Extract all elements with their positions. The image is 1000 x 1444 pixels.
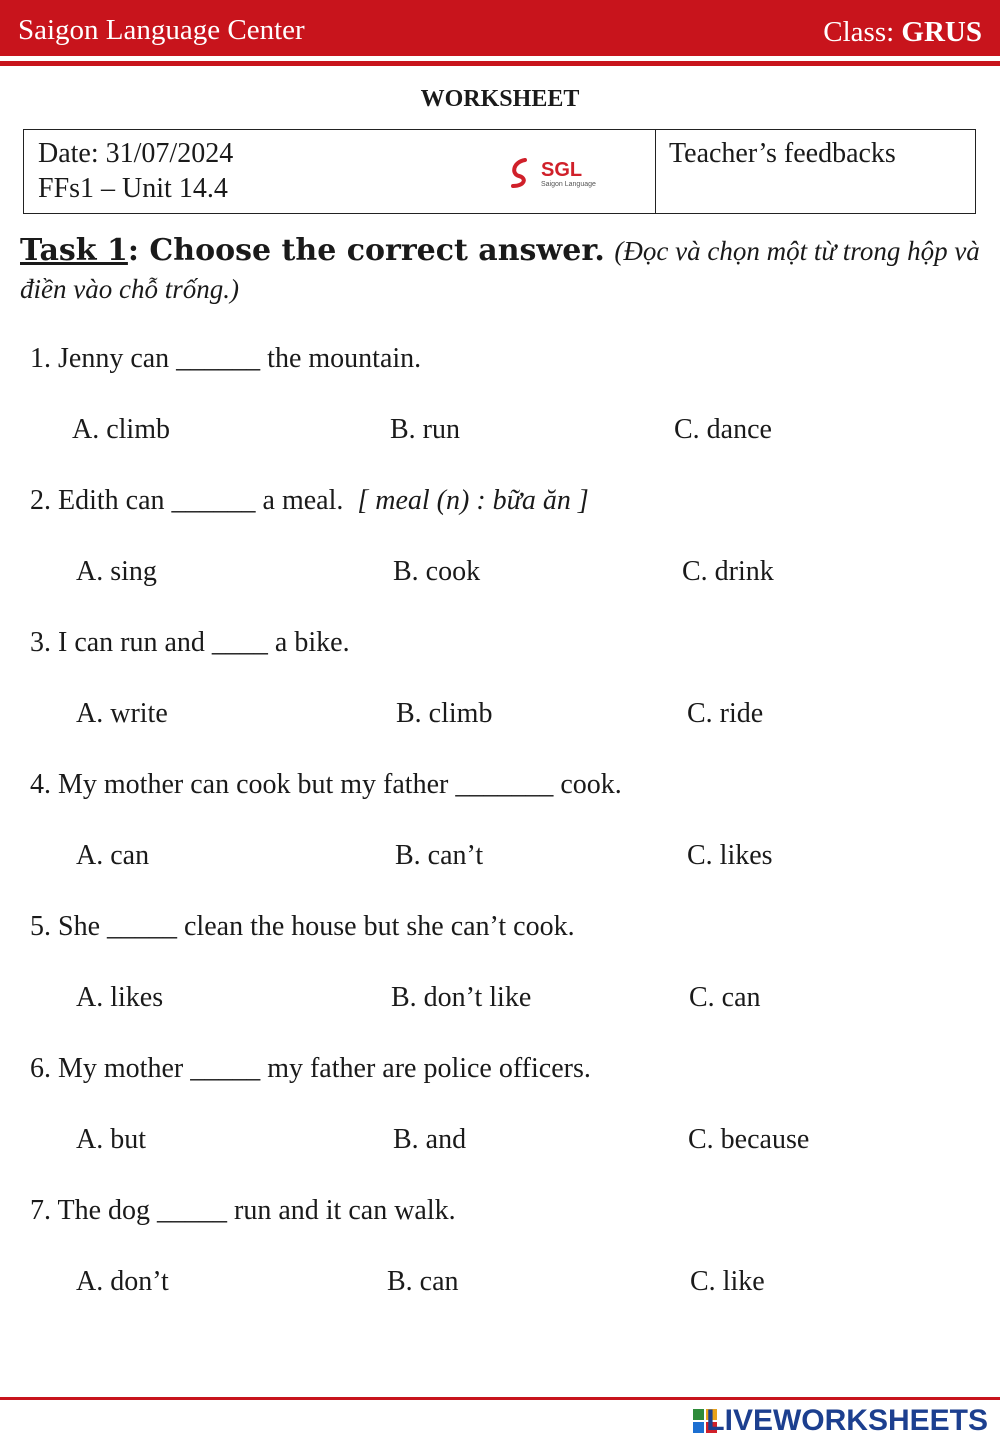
question-4 [30, 769, 622, 801]
question-text: 2. Edith can ______ a meal. [30, 485, 344, 516]
option-4b[interactable]: B. can’t [395, 840, 484, 871]
option-1a[interactable]: A. climb [72, 414, 170, 445]
question-text: 1. Jenny can ______ the mountain. [30, 343, 422, 374]
option-3c[interactable]: C. ride [687, 698, 764, 729]
option-1b[interactable]: B. run [390, 414, 460, 445]
center-name: Saigon Language Center [18, 14, 305, 46]
question-hint: [ meal (n) : bữa ăn ] [357, 485, 589, 516]
question-7 [30, 1195, 456, 1227]
date-text: Date: 31/07/2024 [38, 138, 234, 169]
question-text: 4. My mother can cook but my father _______ cook. [30, 769, 622, 800]
class-label [823, 16, 982, 49]
option-1c[interactable]: C. dance [674, 414, 772, 445]
option-7a[interactable]: A. don’t [76, 1266, 169, 1297]
task-number: Task 1 [20, 233, 128, 268]
footer-divider [0, 1397, 1000, 1400]
question-5 [30, 911, 575, 943]
info-box [23, 129, 976, 214]
question-6 [30, 1053, 591, 1085]
task-heading [20, 232, 980, 308]
teacher-feedback-label: Teacher’s feedbacks [669, 138, 896, 169]
option-4a[interactable]: A. can [76, 840, 150, 871]
class-value: GRUS [901, 16, 982, 48]
option-2c[interactable]: C. drink [682, 556, 774, 587]
option-2b[interactable]: B. cook [393, 556, 481, 587]
logo-subtext: Saigon Language [541, 181, 596, 188]
option-5b[interactable]: B. don’t like [391, 982, 532, 1013]
option-5c[interactable]: C. can [689, 982, 761, 1013]
option-6c[interactable]: C. because [688, 1124, 810, 1155]
question-text: 5. She _____ clean the house but she can’t cook. [30, 911, 575, 942]
class-label-text: Class: [823, 16, 902, 48]
logo-text: SGL [541, 159, 583, 181]
question-text: 3. I can run and ____ a bike. [30, 627, 350, 658]
sgl-logo [507, 152, 607, 192]
option-3b[interactable]: B. climb [396, 698, 493, 729]
question-text: 6. My mother _____ my father are police officers. [30, 1053, 591, 1084]
liveworksheets-brand: LIVEWORKSHEETS [706, 1404, 988, 1437]
info-left-cell [24, 130, 656, 213]
question-3 [30, 627, 350, 659]
question-text: 7. The dog _____ run and it can walk. [30, 1195, 456, 1226]
question-2 [30, 485, 589, 517]
header-divider [0, 61, 1000, 66]
question-1 [30, 343, 421, 375]
worksheet-title: WORKSHEET [420, 86, 580, 112]
option-5a[interactable]: A. likes [76, 982, 164, 1013]
unit-text: FFs1 – Unit 14.4 [38, 173, 228, 204]
option-3a[interactable]: A. write [76, 698, 168, 729]
option-4c[interactable]: C. likes [687, 840, 773, 871]
header-bar [0, 0, 1000, 56]
option-2a[interactable]: A. sing [76, 556, 157, 587]
task-title: : Choose the correct answer. [127, 233, 605, 268]
option-6a[interactable]: A. but [76, 1124, 146, 1155]
option-7c[interactable]: C. like [690, 1266, 765, 1297]
task-note: (Đọc và chọn một từ trong hộp và điền vào chỗ trống.) [20, 236, 980, 304]
option-6b[interactable]: B. and [393, 1124, 467, 1155]
option-7b[interactable]: B. can [387, 1266, 459, 1297]
